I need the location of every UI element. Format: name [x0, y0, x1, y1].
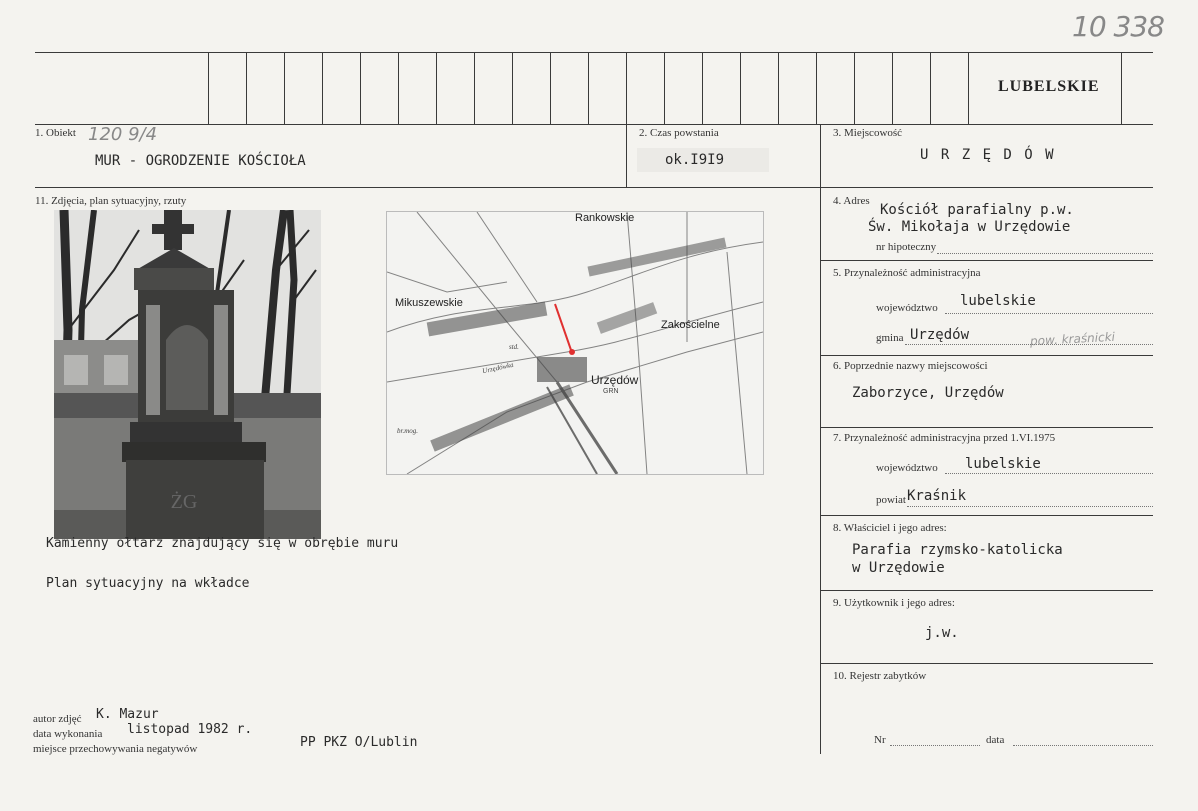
header-grid-line: [550, 52, 551, 124]
uzytkownik-value: j.w.: [925, 625, 959, 641]
uzytkownik-label: 9. Użytkownik i jego adres:: [833, 597, 955, 609]
header-grid-line: [626, 52, 627, 124]
miejsce-label: miejsce przechowywania negatywów: [33, 743, 198, 755]
sec7-border: [820, 515, 1153, 516]
sec8-border: [820, 590, 1153, 591]
archive-number: 10 338: [1072, 10, 1164, 43]
header-grid-line: [436, 52, 437, 124]
header-grid-line: [474, 52, 475, 124]
map-label-urzedow: Urzędów: [591, 373, 639, 387]
czas-value: ok.I9I9: [665, 152, 725, 168]
header-grid-line: [854, 52, 855, 124]
rejestr-label: 10. Rejestr zabytków: [833, 670, 927, 682]
map-label-mikuszewskie: Mikuszewskie: [395, 297, 463, 309]
sec9-border: [820, 663, 1153, 664]
header-grid-line: [778, 52, 779, 124]
header-grid-line: [512, 52, 513, 124]
region-name: LUBELSKIE: [998, 78, 1100, 95]
obiekt-value: MUR - OGRODZENIE KOŚCIOŁA: [95, 153, 306, 169]
situational-map-image: [387, 212, 763, 474]
description-line2: Plan sytuacyjny na wkładce: [46, 576, 250, 591]
header-grid-line: [740, 52, 741, 124]
monument-photo-image: [54, 210, 321, 539]
hipoteczny-line: [937, 253, 1153, 254]
obiekt-label: 1. Obiekt: [35, 127, 76, 139]
map-label-zakoscielne: Zakościelne: [661, 319, 720, 331]
miejsce-value: PP PKZ O/Lublin: [300, 735, 418, 750]
wlasciciel-line2: w Urzędowie: [852, 560, 945, 576]
data-wykonania-label: data wykonania: [33, 728, 103, 740]
header-grid-line: [322, 52, 323, 124]
main-column-divider: [820, 124, 821, 754]
row1-divider-a: [626, 124, 627, 187]
obiekt-handwritten: 120 9/4: [88, 124, 158, 145]
svg-text:ŻG: ŻG: [170, 491, 198, 513]
header-grid-line: [360, 52, 361, 124]
row1-bottom-border: [35, 187, 1153, 188]
monument-photo: [54, 210, 321, 539]
header-grid-line: [588, 52, 589, 124]
wlasciciel-line1: Parafia rzymsko-katolicka: [852, 542, 1063, 558]
header-grid-line: [930, 52, 931, 124]
przed1975-woj-line: [945, 473, 1153, 474]
header-grid-line: [1121, 52, 1122, 124]
zdjecia-label: 11. Zdjęcia, plan sytuacyjny, rzuty: [35, 195, 187, 207]
gmina-label: gmina: [876, 332, 904, 344]
sec5-border: [820, 355, 1153, 356]
header-grid-line: [284, 52, 285, 124]
gmina-note: pow. kraśnicki: [1029, 329, 1116, 349]
autor-value: K. Mazur: [96, 707, 159, 722]
header-bottom-border: [35, 124, 1153, 125]
poprzednie-label: 6. Poprzednie nazwy miejscowości: [833, 360, 988, 372]
rejestr-data-label: data: [986, 734, 1005, 746]
map-label-grn: GRN: [603, 388, 619, 395]
sec6-border: [820, 427, 1153, 428]
miejscowosc-label: 3. Miejscowość: [833, 127, 903, 139]
header-grid-line: [664, 52, 665, 124]
sec4-border: [820, 260, 1153, 261]
header-grid-line: [398, 52, 399, 124]
map-label-std: std.: [509, 343, 519, 351]
wlasciciel-label: 8. Właściciel i jego adres:: [833, 522, 947, 534]
adres-label: 4. Adres: [833, 195, 870, 207]
gmina-line: [905, 344, 1153, 345]
przynaleznosc-label: 5. Przynależność administracyjna: [833, 267, 981, 279]
header-grid-line: [968, 52, 969, 124]
rejestr-data-line: [1013, 745, 1153, 746]
data-wykonania-value: listopad 1982 r.: [127, 722, 253, 737]
rejestr-nr-label: Nr: [874, 734, 886, 746]
hipoteczny-label: nr hipoteczny: [876, 241, 937, 253]
map-label-urzedowka: Urzędówka: [481, 360, 515, 376]
przed1975-woj-value: lubelskie: [965, 456, 1041, 472]
powiat-line: [907, 506, 1153, 507]
adres-line1: Kościół parafialny p.w.: [880, 202, 1074, 218]
gmina-value: Urzędów: [910, 327, 970, 343]
powiat-value: Kraśnik: [907, 488, 967, 504]
header-top-border: [35, 52, 1153, 53]
poprzednie-value: Zaborzyce, Urzędów: [852, 385, 1004, 401]
powiat-label: powiat: [876, 494, 906, 506]
rejestr-nr-line: [890, 745, 980, 746]
header-grid-line: [246, 52, 247, 124]
header-grid-line: [208, 52, 209, 124]
header-grid-line: [702, 52, 703, 124]
woj-value: lubelskie: [960, 293, 1036, 309]
map-label-brmog: br.mog.: [397, 427, 419, 435]
description-line1: Kamienny ołtarz znajdujący się w obrębie muru: [46, 536, 399, 551]
autor-label: autor zdjęć: [33, 713, 82, 725]
przed1975-woj-label: województwo: [876, 462, 938, 474]
map-label-rankowskie: Rankowskie: [575, 212, 635, 224]
miejscowosc-value: U R Z Ę D Ó W: [920, 147, 1056, 163]
adres-line2: Św. Mikołaja w Urzędowie: [868, 219, 1071, 235]
woj-label: województwo: [876, 302, 938, 314]
header-grid-line: [892, 52, 893, 124]
header-grid-line: [816, 52, 817, 124]
czas-label: 2. Czas powstania: [639, 127, 719, 139]
woj-line: [945, 313, 1153, 314]
situational-map: [386, 211, 764, 475]
przed1975-label: 7. Przynależność administracyjna przed 1.VI.1975: [833, 432, 1056, 444]
